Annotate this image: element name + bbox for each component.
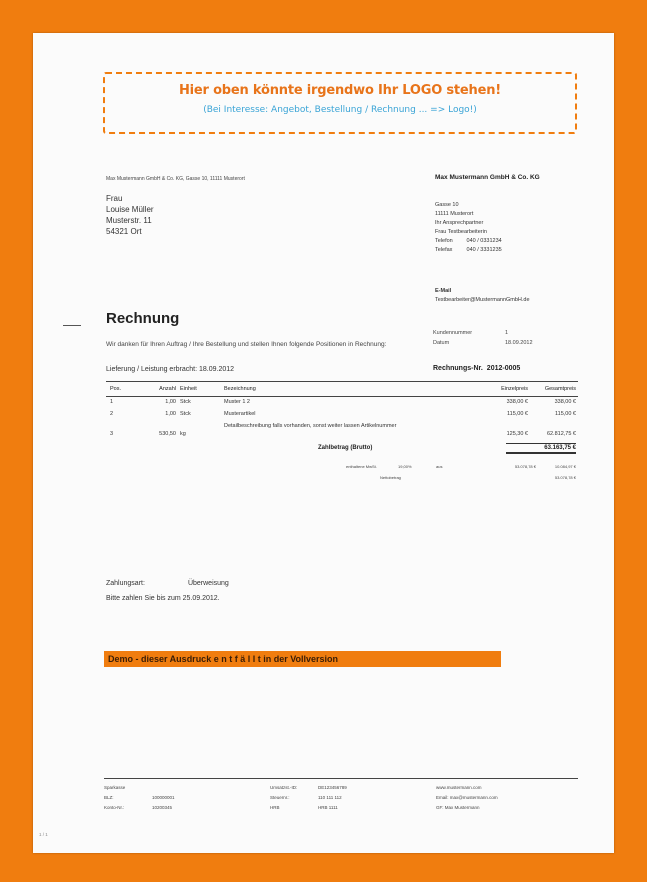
recipient-street: Musterstr. 11 bbox=[106, 216, 152, 225]
phone-value: 040 / 0331234 bbox=[466, 238, 502, 244]
footer-label: Umsatzst.-ID: bbox=[270, 785, 298, 790]
sender-return-line: Max Mustermann GmbH & Co. KG, Gasse 10, 11111 Musterort bbox=[106, 176, 245, 182]
footer-web bbox=[436, 783, 498, 813]
cell-unit: kg bbox=[180, 431, 186, 437]
footer-row bbox=[270, 783, 347, 793]
footer-row bbox=[104, 803, 175, 813]
cell-unit: Stck bbox=[180, 399, 191, 405]
footer-label: Konto-Nr.: bbox=[104, 805, 125, 810]
net-row bbox=[106, 472, 578, 483]
fax-label: Telefax bbox=[435, 247, 453, 253]
footer-row bbox=[104, 783, 175, 793]
cell-qty: 1,00 bbox=[165, 399, 176, 405]
header-price: Einzelpreis bbox=[501, 386, 528, 392]
logo-headline: Hier oben könnte irgendwo Ihr LOGO stehen! bbox=[178, 83, 501, 98]
cell-price: 338,00 € bbox=[506, 399, 528, 405]
footer-row bbox=[270, 793, 347, 803]
total-row bbox=[106, 443, 578, 455]
tax-label: enthaltene MwSt. bbox=[346, 464, 377, 469]
payment-due-note: Bitte zahlen Sie bis zum 25.09.2012. bbox=[106, 595, 220, 602]
demo-banner: Demo - dieser Ausdruck e n t f ä l l t in der Vollversion bbox=[104, 651, 501, 667]
recipient-city: 54321 Ort bbox=[106, 227, 142, 236]
logo-subline: (Bei Interesse: Angebot, Bestellung / Rechnung ... => Logo!) bbox=[203, 105, 477, 115]
footer-value: 10200345 bbox=[152, 805, 173, 810]
cell-price: 115,00 € bbox=[506, 411, 528, 417]
footer-label: HRB bbox=[270, 805, 280, 810]
email-block bbox=[435, 287, 530, 305]
phone-label: Telefon bbox=[435, 238, 453, 244]
net-label: Nettobetrag bbox=[380, 475, 401, 480]
recipient-name: Louise Müller bbox=[106, 205, 154, 214]
footer-email[interactable]: Email: max@mustermann.com bbox=[436, 795, 498, 800]
date-row bbox=[433, 338, 583, 348]
cell-qty: 1,00 bbox=[165, 411, 176, 417]
tax-base-label: aus bbox=[436, 464, 443, 469]
tax-row bbox=[106, 461, 578, 472]
table-row bbox=[106, 409, 578, 421]
header-desc: Bezeichnung bbox=[224, 386, 256, 392]
cell-desc: Detailbeschreibung falls vorhanden, sonst weiter lassen Artikelnummer bbox=[224, 423, 397, 429]
page-number: 1 / 1 bbox=[39, 832, 48, 837]
cell-desc: Muster 1 2 bbox=[224, 399, 250, 405]
footer-label: BLZ: bbox=[104, 795, 114, 800]
contact-name: Frau Testbearbeiterin bbox=[435, 229, 487, 235]
customer-no-value: 1 bbox=[505, 330, 509, 336]
fold-mark bbox=[63, 325, 81, 326]
footer-row bbox=[270, 803, 347, 813]
company-city: 11111 Musterort bbox=[435, 211, 474, 217]
customer-no-row bbox=[433, 328, 583, 338]
footer-label: Sparkasse bbox=[104, 785, 126, 790]
delivery-date: Lieferung / Leistung erbracht: 18.09.2012 bbox=[106, 366, 235, 373]
table-header bbox=[106, 381, 578, 397]
cell-qty: 530,50 bbox=[159, 431, 176, 437]
cell-pos: 3 bbox=[110, 431, 114, 437]
logo-placeholder bbox=[103, 72, 577, 134]
customer-no-label: Kundennummer bbox=[433, 330, 473, 336]
footer-manager: GF: Max Mustermann bbox=[436, 805, 480, 810]
company-name: Max Mustermann GmbH & Co. KG bbox=[435, 174, 540, 181]
footer-value: HRB 1111 bbox=[318, 805, 338, 810]
header-qty: Anzahl bbox=[159, 386, 176, 392]
total-value: 63.163,75 € bbox=[506, 443, 576, 454]
total-label: Zahlbetrag (Brutto) bbox=[318, 445, 373, 451]
contact-heading: Ihr Ansprechpartner bbox=[435, 220, 484, 226]
cell-pos: 2 bbox=[110, 411, 114, 417]
footer-website[interactable]: www.mustermann.com bbox=[436, 785, 482, 790]
invoice-title: Rechnung bbox=[106, 310, 180, 327]
tax-rate: 19,00% bbox=[398, 464, 412, 469]
recipient-salutation: Frau bbox=[106, 194, 123, 203]
email-label: E-Mail bbox=[435, 288, 452, 294]
tax-amount: 10.084,97 € bbox=[554, 464, 576, 469]
fax-value: 040 / 3331235 bbox=[466, 247, 502, 253]
cell-total: 62.812,75 € bbox=[546, 431, 576, 437]
date-label: Datum bbox=[433, 340, 450, 346]
line-items-table bbox=[106, 381, 578, 483]
header-total: Gesamtpreis bbox=[544, 386, 576, 392]
invoice-no-label: Rechnungs-Nr. bbox=[433, 365, 483, 372]
footer-value: 110 111 112 bbox=[318, 795, 342, 800]
footer-bank bbox=[104, 783, 175, 813]
footer-label: Steuernr.: bbox=[270, 795, 290, 800]
footer-tax bbox=[270, 783, 347, 813]
footer-value: 100000001 bbox=[152, 795, 175, 800]
cell-total: 338,00 € bbox=[554, 399, 576, 405]
tax-base: 53.078,78 € bbox=[514, 464, 536, 469]
payment-method-value: Überweisung bbox=[187, 580, 229, 587]
cell-total: 115,00 € bbox=[554, 411, 576, 417]
cell-unit: Stck bbox=[180, 411, 191, 417]
table-row bbox=[106, 421, 578, 443]
payment-method-label: Zahlungsart: bbox=[106, 580, 145, 587]
header-pos: Pos. bbox=[110, 386, 122, 392]
company-address bbox=[435, 201, 502, 255]
footer-value: DE123456789 bbox=[318, 785, 347, 790]
email-value[interactable]: Testbearbeiter@MustermannGmbH.de bbox=[435, 297, 530, 303]
fax-row bbox=[435, 246, 502, 255]
footer-divider bbox=[104, 778, 578, 779]
payment-method-row bbox=[106, 576, 229, 591]
company-street: Gasse 10 bbox=[435, 202, 459, 208]
recipient-address bbox=[106, 193, 154, 237]
footer-row bbox=[104, 793, 175, 803]
table-row bbox=[106, 397, 578, 409]
cell-price: 125,30 € bbox=[506, 431, 528, 437]
net-amount: 53.078,78 € bbox=[554, 475, 576, 480]
invoice-intro: Wir danken für Ihren Auftrag / Ihre Bestellung und stellen Ihnen folgende Positionen in Rechnung: bbox=[106, 341, 387, 348]
invoice-meta bbox=[433, 328, 583, 348]
cell-pos: 1 bbox=[110, 399, 114, 405]
payment-info bbox=[106, 576, 229, 606]
invoice-number bbox=[433, 365, 520, 372]
invoice-page bbox=[33, 33, 614, 853]
invoice-no-value: 2012-0005 bbox=[486, 365, 521, 372]
date-value: 18.09.2012 bbox=[505, 340, 533, 346]
phone-row bbox=[435, 237, 502, 246]
header-unit: Einheit bbox=[180, 386, 197, 392]
cell-desc: Musterartikel bbox=[224, 411, 256, 417]
